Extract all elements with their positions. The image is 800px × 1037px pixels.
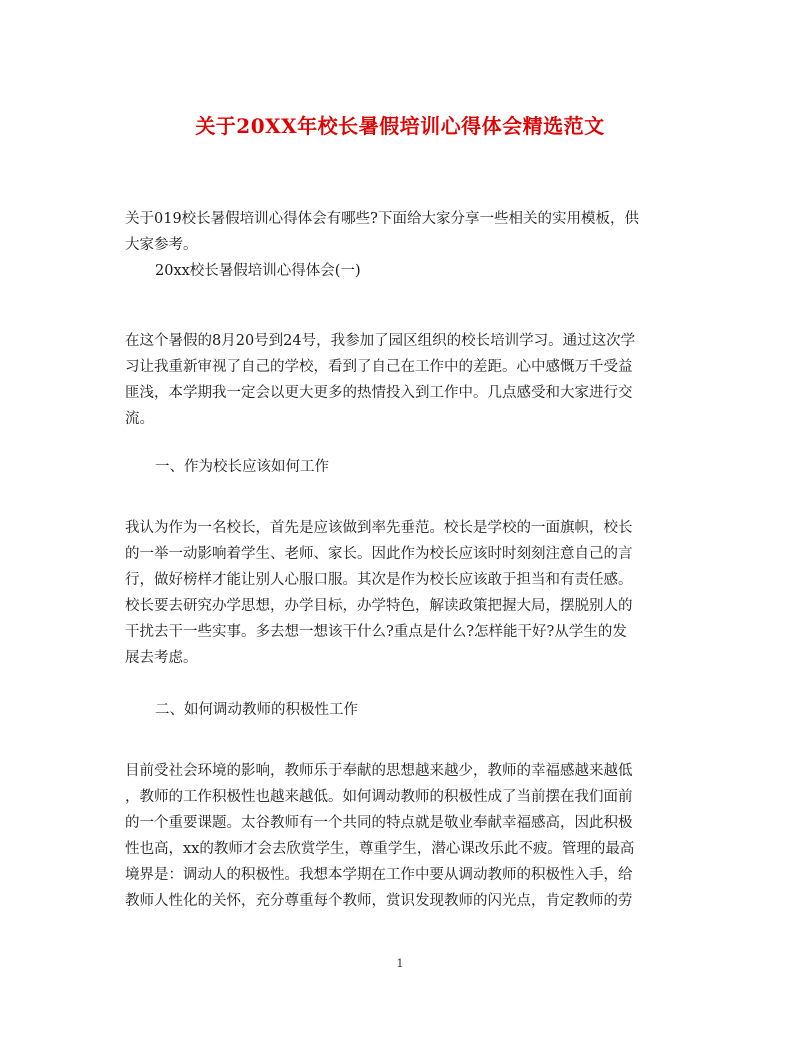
- paragraph-line: 的一举一动影响着学生、老师、家长。因此作为校长应该时时刻刻注意自己的言: [125, 546, 633, 562]
- paragraph-line: 流。: [125, 411, 154, 427]
- paragraph-1: [125, 328, 673, 432]
- paragraph-line: 在这个暑假的8月20号到24号，我参加了园区组织的校长培训学习。通过这次学: [125, 333, 636, 349]
- paragraph-line: 行，做好榜样才能让别人心服口服。其次是作为校长应该敢于担当和有责任感。: [125, 572, 633, 588]
- paragraph-line: 校长要去研究办学思想，办学目标，办学特色，解读政策把握大局，摆脱别人的: [125, 598, 633, 614]
- document-title: 关于20XX年校长暑假培训心得体会精选范文: [195, 114, 605, 138]
- paragraph-line: 展去考虑。: [125, 650, 198, 666]
- paragraph-line: 目前受社会环境的影响，教师乐于奉献的思想越来越少，教师的幸福感越来越低: [125, 763, 633, 779]
- intro-line: 大家参考。: [125, 237, 198, 253]
- intro-paragraph: [125, 206, 673, 258]
- paragraph-line: 匪浅，本学期我一定会以更大更多的热情投入到工作中。几点感受和大家进行交: [125, 385, 633, 401]
- paragraph-3: [125, 758, 673, 914]
- paragraph-line: 境界是：调动人的积极性。我想本学期在工作中要从调动教师的积极性入手，给: [125, 867, 633, 883]
- section-heading: 20xx校长暑假培训心得体会(一): [155, 263, 361, 279]
- paragraph-line: 的一个重要课题。太谷教师有一个共同的特点就是敬业奉献幸福感高，因此积极: [125, 815, 633, 831]
- paragraph-line: 性也高，xx的教师才会去欣赏学生，尊重学生，潜心课改乐此不疲。管理的最高: [125, 841, 635, 857]
- intro-line: 关于019校长暑假培训心得体会有哪些?下面给大家分享一些相关的实用模板，供: [125, 211, 639, 227]
- paragraph-line: 我认为作为一名校长，首先是应该做到率先垂范。校长是学校的一面旗帜，校长: [125, 520, 633, 536]
- heading-1: 一、作为校长应该如何工作: [155, 459, 329, 475]
- paragraph-2: [125, 515, 673, 671]
- page-number: 1: [396, 957, 404, 970]
- paragraph-line: ，教师的工作积极性也越来越低。如何调动教师的积极性成了当前摆在我们面前: [125, 789, 633, 805]
- paragraph-line: 教师人性化的关怀，充分尊重每个教师，赏识发现教师的闪光点，肯定教师的劳: [125, 893, 633, 909]
- paragraph-line: 习让我重新审视了自己的学校，看到了自己在工作中的差距。心中感慨万千受益: [125, 359, 633, 375]
- heading-2: 二、如何调动教师的积极性工作: [155, 702, 358, 718]
- paragraph-line: 干扰去干一些实事。多去想一想该干什么?重点是什么?怎样能干好?从学生的发: [125, 624, 627, 640]
